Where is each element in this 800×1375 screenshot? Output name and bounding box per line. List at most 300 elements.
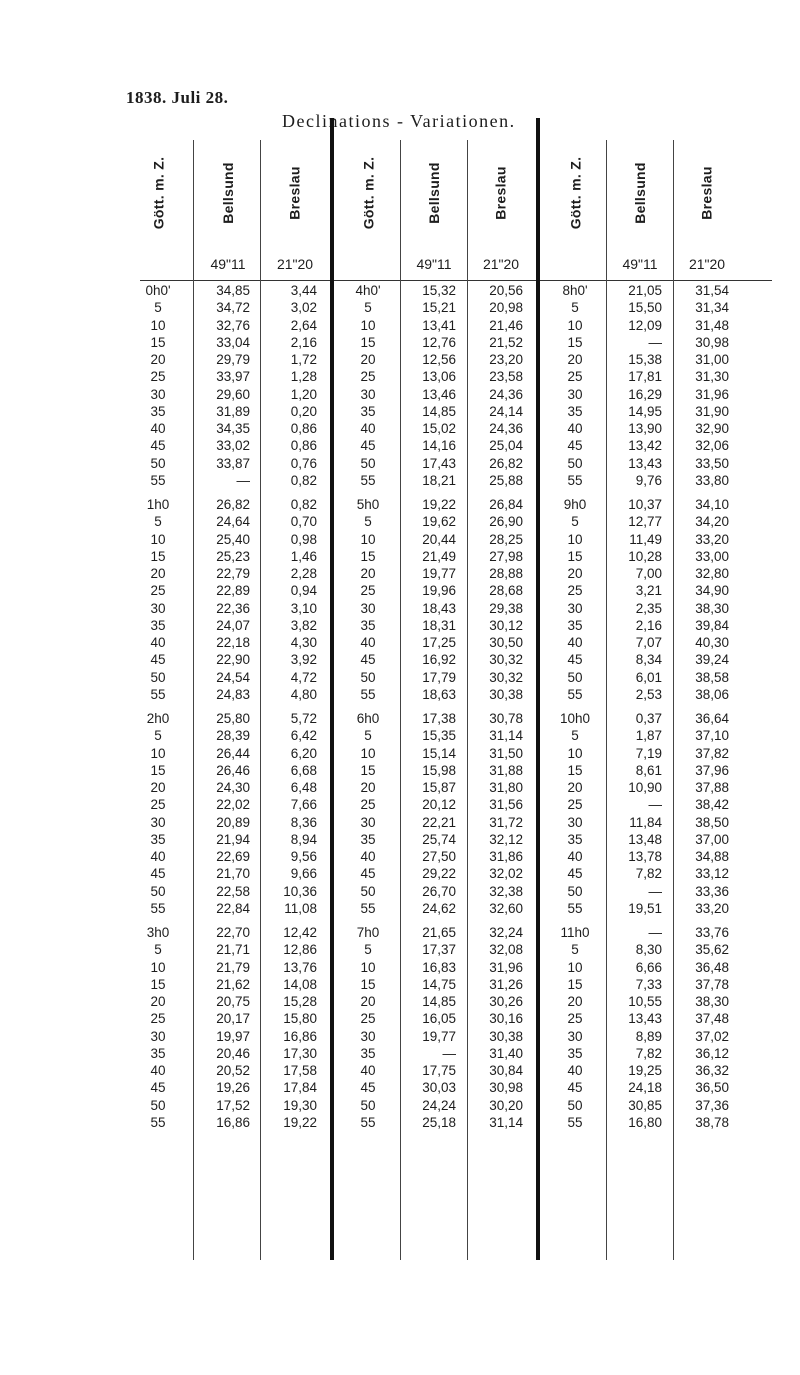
table-cell-bellsund-c: 15,38	[628, 352, 662, 367]
table-cell-breslau-a: 4,80	[290, 686, 317, 702]
table-cell-bellsund-b: 14,85	[422, 994, 456, 1009]
table-cell-time-b: 25	[360, 1011, 376, 1027]
table-cell-time-a: 40	[150, 421, 166, 436]
table-cell-bellsund-c: 19,51	[628, 900, 662, 916]
table-cell-bellsund-a: 17,52	[216, 1097, 250, 1113]
table-cell-breslau-c: 30,98	[695, 334, 729, 350]
table-cell-breslau-a: 14,08	[283, 976, 317, 992]
table-cell-bellsund-a: 31,89	[216, 403, 250, 419]
table-cell-time-a: 5	[154, 942, 162, 958]
table-cell-breslau-c: 32,90	[695, 421, 729, 436]
table-cell-breslau-c: 31,90	[695, 403, 729, 419]
table-cell-breslau-b: 24,14	[489, 403, 523, 419]
table-cell-time-b: 45	[360, 1080, 376, 1096]
table-cell-time-b: 55	[360, 900, 376, 916]
table-cell-breslau-c: 37,88	[695, 780, 729, 795]
table-cell-breslau-c: 37,78	[695, 976, 729, 992]
table-cell-breslau-a: 1,72	[290, 352, 317, 367]
table-cell-breslau-c: 36,48	[695, 959, 729, 975]
table-cell-bellsund-b: 26,70	[422, 883, 456, 899]
table-cell-bellsund-b: 17,79	[422, 669, 456, 685]
table-cell-bellsund-b: 15,14	[422, 745, 456, 761]
column-header-bellsund-c	[612, 135, 668, 251]
table-cell-time-b: 15	[360, 548, 376, 564]
table-cell-breslau-b: 31,72	[489, 814, 523, 830]
table-cell-time-a: 35	[150, 1045, 166, 1061]
table-cell-bellsund-b: 16,92	[422, 652, 456, 668]
table-cell-breslau-a: 9,56	[290, 849, 317, 864]
table-cell-breslau-b: 32,08	[489, 942, 523, 958]
table-cell-time-a: 20	[150, 780, 166, 795]
table-cell-bellsund-c: 19,25	[628, 1063, 662, 1078]
table-cell-bellsund-a: 33,87	[216, 455, 250, 471]
table-cell-bellsund-b: 17,43	[422, 455, 456, 471]
table-cell-bellsund-c: 10,90	[628, 780, 662, 795]
table-cell-bellsund-a: 22,69	[216, 849, 250, 864]
table-cell-bellsund-a: 34,35	[216, 421, 250, 436]
table-cell-time-a: 55	[150, 900, 166, 916]
table-cell-bellsund-b: 17,25	[422, 635, 456, 650]
table-cell-time-a: 50	[150, 669, 166, 685]
table-cell-breslau-b: 32,38	[489, 883, 523, 899]
table-cell-time-c: 20	[567, 352, 583, 367]
table-cell-time-b: 20	[360, 780, 376, 795]
table-cell-time-c: 50	[567, 883, 583, 899]
table-cell-time-a: 25	[150, 1011, 166, 1027]
table-cell-time-c: 30	[567, 600, 583, 616]
table-cell-bellsund-c: 8,89	[635, 1028, 662, 1044]
table-cell-bellsund-b: 30,03	[422, 1080, 456, 1096]
table-cell-bellsund-c: 7,33	[635, 976, 662, 992]
table-cell-breslau-a: 6,20	[290, 745, 317, 761]
table-cell-bellsund-b: 20,12	[422, 797, 456, 813]
table-cell-breslau-a: 6,68	[290, 762, 317, 778]
table-cell-time-b: 10	[360, 959, 376, 975]
table-cell-time-c: 50	[567, 455, 583, 471]
table-cell-time-b: 45	[360, 866, 376, 882]
table-cell-breslau-c: 33,20	[695, 531, 729, 547]
column-unit: 49"11	[210, 256, 246, 272]
table-cell-time-a: 5	[154, 728, 162, 744]
table-cell-bellsund-b: 16,83	[422, 959, 456, 975]
table-cell-bellsund-a: 21,79	[216, 959, 250, 975]
table-cell-bellsund-c: 11,49	[629, 531, 662, 547]
column-header-label: Breslau	[493, 166, 509, 220]
table-cell-bellsund-b: 29,22	[422, 866, 456, 882]
table-cell-time-b: 30	[360, 814, 376, 830]
table-cell-time-b: 35	[360, 831, 376, 847]
table-cell-time-b: 10	[360, 531, 376, 547]
table-cell-bellsund-b: 17,38	[422, 711, 456, 726]
table-cell-time-c: 25	[567, 583, 583, 599]
table-cell-time-b: 50	[360, 1097, 376, 1113]
table-cell-breslau-c: 33,00	[695, 548, 729, 564]
table-cell-bellsund-b: 19,96	[422, 583, 456, 599]
table-cell-breslau-b: 30,50	[489, 635, 523, 650]
table-cell-bellsund-a: 25,23	[216, 548, 250, 564]
table-cell-bellsund-a: 19,97	[216, 1028, 250, 1044]
table-cell-time-c: 40	[567, 1063, 583, 1078]
table-cell-bellsund-a: 20,46	[216, 1045, 250, 1061]
table-cell-bellsund-a: 33,04	[216, 334, 250, 350]
table-cell-bellsund-b: 14,16	[422, 438, 456, 454]
table-cell-bellsund-b: 21,49	[422, 548, 456, 564]
column-header-label: Breslau	[287, 166, 303, 220]
table-cell-time-b: 20	[360, 352, 376, 367]
table-cell-breslau-b: 23,20	[489, 352, 523, 367]
table-cell-bellsund-c: 10,37	[628, 497, 662, 512]
table-cell-breslau-c: 37,48	[695, 1011, 729, 1027]
column-header-time-a	[130, 135, 186, 251]
table-cell-breslau-a: 3,10	[290, 600, 317, 616]
table-cell-breslau-b: 30,78	[489, 711, 523, 726]
table-cell-time-a: 40	[150, 849, 166, 864]
table-cell-breslau-c: 36,64	[695, 711, 729, 726]
table-cell-bellsund-a: 24,30	[216, 780, 250, 795]
table-cell-bellsund-a: 21,62	[216, 976, 250, 992]
table-cell-breslau-a: 1,28	[290, 369, 317, 385]
table-cell-time-c: 55	[567, 900, 583, 916]
table-cell-bellsund-b: 15,32	[422, 283, 456, 298]
table-cell-breslau-a: 9,66	[290, 866, 317, 882]
table-cell-time-b: 35	[360, 403, 376, 419]
table-cell-breslau-b: 26,90	[489, 514, 523, 530]
table-cell-bellsund-a: 22,58	[216, 883, 250, 899]
table-cell-breslau-a: 3,82	[290, 617, 317, 633]
table-cell-time-a: 40	[150, 635, 166, 650]
column-header-label: Gött. m. Z.	[567, 156, 584, 230]
table-cell-bellsund-a: 24,54	[216, 669, 250, 685]
table-cell-bellsund-c: 10,28	[628, 548, 662, 564]
table-cell-bellsund-b: 24,24	[422, 1097, 456, 1113]
table-cell-bellsund-c: 16,80	[628, 1114, 662, 1130]
table-cell-time-a: 10	[150, 745, 166, 761]
table-cell-breslau-c: 34,20	[695, 514, 729, 530]
table-cell-breslau-c: 37,02	[695, 1028, 729, 1044]
table-cell-breslau-b: 32,02	[489, 866, 523, 882]
table-cell-time-b: 25	[360, 369, 376, 385]
table-cell-time-a: 45	[150, 652, 166, 668]
table-cell-bellsund-c: 12,09	[628, 317, 662, 333]
table-cell-time-c: 15	[567, 976, 583, 992]
table-cell-breslau-b: 31,40	[489, 1045, 523, 1061]
table-cell-breslau-b: 23,58	[489, 369, 523, 385]
table-cell-breslau-b: 25,04	[489, 438, 523, 454]
table-cell-bellsund-c: 7,82	[635, 1045, 662, 1061]
table-cell-breslau-b: 30,38	[489, 686, 523, 702]
table-cell-breslau-b: 20,56	[489, 283, 523, 298]
table-cell-time-c: 20	[567, 994, 583, 1009]
table-cell-breslau-a: 15,28	[283, 994, 317, 1009]
table-cell-breslau-a: 2,16	[290, 334, 317, 350]
table-cell-breslau-b: 29,38	[489, 600, 523, 616]
table-cell-bellsund-b: 12,76	[422, 334, 456, 350]
table-cell-time-c: 10	[567, 745, 583, 761]
table-cell-time-c: 45	[567, 1080, 583, 1096]
table-cell-time-b: 40	[360, 1063, 376, 1078]
table-cell-breslau-b: 30,20	[489, 1097, 523, 1113]
table-cell-bellsund-c: 17,81	[628, 369, 662, 385]
table-cell-breslau-a: 0,20	[290, 403, 317, 419]
table-cell-breslau-a: 1,46	[290, 548, 317, 564]
table-cell-time-c: 55	[567, 1114, 583, 1130]
table-cell-time-c: 20	[567, 780, 583, 795]
table-cell-time-a: 2h0	[146, 711, 170, 726]
table-cell-bellsund-a: 24,83	[216, 686, 250, 702]
table-cell-time-b: 50	[360, 883, 376, 899]
table-cell-time-a: 35	[150, 831, 166, 847]
table-cell-time-a: 25	[150, 369, 166, 385]
table-cell-time-a: 40	[150, 1063, 166, 1078]
table-cell-bellsund-a: 20,52	[216, 1063, 250, 1078]
table-cell-bellsund-c: 3,21	[635, 583, 662, 599]
table-cell-time-c: 10h0	[559, 711, 591, 726]
table-cell-bellsund-b: 20,44	[422, 531, 456, 547]
table-cell-time-b: 40	[360, 635, 376, 650]
table-cell-bellsund-c: 2,53	[635, 686, 662, 702]
table-cell-time-c: 5	[571, 728, 579, 744]
table-cell-breslau-a: 2,28	[290, 566, 317, 581]
table-cell-breslau-a: 8,36	[290, 814, 317, 830]
column-header-bellsund-b	[406, 135, 462, 251]
table-cell-breslau-a: 4,72	[290, 669, 317, 685]
table-cell-breslau-c: 33,36	[695, 883, 729, 899]
table-cell-time-b: 15	[360, 334, 376, 350]
table-cell-time-c: 15	[567, 762, 583, 778]
table-cell-time-c: 10	[567, 531, 583, 547]
table-cell-time-c: 45	[567, 438, 583, 454]
table-cell-breslau-b: 31,14	[489, 1114, 523, 1130]
table-cell-breslau-c: 39,24	[695, 652, 729, 668]
table-cell-bellsund-a: 22,18	[216, 635, 250, 650]
table-cell-breslau-c: 31,48	[695, 317, 729, 333]
table-cell-time-a: 10	[150, 531, 166, 547]
table-cell-breslau-a: 12,42	[283, 925, 317, 940]
table-cell-breslau-b: 31,14	[489, 728, 523, 744]
table-cell-breslau-c: 31,96	[695, 386, 729, 402]
table-cell-bellsund-b: 19,62	[422, 514, 456, 530]
column-unit: 21"20	[482, 256, 520, 272]
table-cell-breslau-b: 31,88	[489, 762, 523, 778]
table-cell-time-c: 35	[567, 403, 583, 419]
column-unit: 49"11	[622, 256, 658, 272]
table-cell-bellsund-c: 13,42	[628, 438, 662, 454]
table-cell-time-b: 35	[360, 1045, 376, 1061]
table-cell-bellsund-a: 29,60	[216, 386, 250, 402]
column-unit: 21"20	[688, 256, 726, 272]
table-cell-bellsund-a: 22,79	[216, 566, 250, 581]
table-cell-bellsund-b: 19,77	[422, 1028, 456, 1044]
table-cell-time-c: 40	[567, 849, 583, 864]
table-cell-time-a: 20	[150, 352, 166, 367]
table-cell-bellsund-b: 14,85	[422, 403, 456, 419]
table-cell-time-b: 5	[364, 514, 372, 530]
table-cell-breslau-a: 0,94	[290, 583, 317, 599]
table-cell-time-a: 5	[154, 514, 162, 530]
table-cell-breslau-b: 30,26	[489, 994, 523, 1009]
table-cell-bellsund-a: 21,94	[216, 831, 250, 847]
table-cell-bellsund-b: 18,63	[422, 686, 456, 702]
table-cell-bellsund-c: 13,78	[628, 849, 662, 864]
column-header-bellsund-a	[200, 135, 256, 251]
table-cell-bellsund-b: 16,05	[422, 1011, 456, 1027]
table-cell-breslau-c: 38,30	[695, 600, 729, 616]
table-cell-breslau-b: 32,60	[489, 900, 523, 916]
page-title: Declinations - Variationen.	[282, 111, 516, 131]
table-cell-breslau-b: 26,82	[489, 455, 523, 471]
table-cell-time-a: 3h0	[146, 925, 170, 940]
table-cell-bellsund-c: 13,90	[628, 421, 662, 436]
table-cell-time-c: 20	[567, 566, 583, 581]
table-cell-bellsund-a: 34,85	[216, 283, 250, 298]
table-cell-breslau-c: 38,50	[695, 814, 729, 830]
table-cell-bellsund-b: 25,74	[422, 831, 456, 847]
table-cell-bellsund-b: 18,31	[422, 617, 456, 633]
table-cell-time-c: 55	[567, 686, 583, 702]
table-cell-breslau-c: 36,12	[695, 1045, 729, 1061]
table-cell-breslau-b: 30,32	[489, 669, 523, 685]
table-cell-bellsund-a: 22,70	[216, 925, 250, 940]
table-cell-breslau-a: 0,98	[290, 531, 317, 547]
table-cell-time-c: 40	[567, 635, 583, 650]
table-cell-bellsund-c: —	[648, 883, 662, 899]
table-cell-breslau-c: 38,30	[695, 994, 729, 1009]
table-cell-bellsund-a: 22,84	[216, 900, 250, 916]
table-cell-breslau-a: 0,86	[290, 438, 317, 454]
table-cell-time-c: 15	[567, 334, 583, 350]
table-cell-time-b: 55	[360, 686, 376, 702]
table-cell-bellsund-b: 19,22	[422, 497, 456, 512]
table-cell-breslau-b: 31,86	[489, 849, 523, 864]
table-cell-bellsund-c: 13,43	[628, 1011, 662, 1027]
table-cell-bellsund-a: 33,02	[216, 438, 250, 454]
table-cell-time-c: 50	[567, 1097, 583, 1113]
table-cell-time-a: 45	[150, 1080, 166, 1096]
table-cell-bellsund-c: 1,87	[635, 728, 662, 744]
table-cell-breslau-c: 31,00	[695, 352, 729, 367]
table-cell-bellsund-b: 24,62	[422, 900, 456, 916]
table-cell-breslau-b: 32,24	[489, 925, 523, 940]
table-cell-bellsund-c: 13,43	[628, 455, 662, 471]
table-cell-bellsund-a: —	[236, 472, 250, 488]
table-cell-breslau-a: 3,92	[290, 652, 317, 668]
table-cell-time-c: 45	[567, 652, 583, 668]
table-cell-bellsund-c: —	[648, 797, 662, 813]
table-cell-breslau-c: 31,30	[695, 369, 729, 385]
table-cell-breslau-a: 12,86	[283, 942, 317, 958]
table-cell-bellsund-c: 13,48	[628, 831, 662, 847]
table-cell-bellsund-b: 17,75	[422, 1063, 456, 1078]
table-cell-time-a: 0h0'	[145, 283, 171, 298]
table-cell-bellsund-b: 27,50	[422, 849, 456, 864]
table-cell-time-c: 30	[567, 1028, 583, 1044]
table-cell-bellsund-b: 13,41	[422, 317, 456, 333]
table-cell-breslau-c: 31,54	[695, 283, 729, 298]
table-cell-bellsund-a: 21,70	[216, 866, 250, 882]
table-cell-breslau-a: 17,58	[283, 1063, 317, 1078]
table-cell-time-c: 40	[567, 421, 583, 436]
table-cell-time-b: 15	[360, 762, 376, 778]
table-cell-time-a: 15	[150, 762, 166, 778]
table-cell-breslau-b: 28,68	[489, 583, 523, 599]
table-cell-bellsund-c: 7,00	[635, 566, 662, 581]
column-header-label: Bellsund	[220, 162, 236, 224]
page-date: 1838. Juli 28.	[126, 88, 229, 107]
table-cell-breslau-a: 1,20	[290, 386, 317, 402]
table-cell-bellsund-a: 22,36	[216, 600, 250, 616]
table-cell-breslau-a: 0,70	[290, 514, 317, 530]
table-cell-bellsund-a: 33,97	[216, 369, 250, 385]
table-cell-breslau-c: 40,30	[695, 635, 729, 650]
table-cell-breslau-b: 31,26	[489, 976, 523, 992]
table-cell-bellsund-c: —	[648, 334, 662, 350]
table-cell-time-b: 10	[360, 745, 376, 761]
table-cell-time-b: 50	[360, 669, 376, 685]
table-cell-time-a: 15	[150, 976, 166, 992]
table-cell-breslau-c: 32,06	[695, 438, 729, 454]
table-cell-breslau-c: 33,76	[695, 925, 729, 940]
table-cell-breslau-b: 31,96	[489, 959, 523, 975]
table-cell-breslau-c: 37,00	[695, 831, 729, 847]
table-cell-bellsund-b: 15,98	[422, 762, 456, 778]
table-cell-bellsund-b: 18,43	[422, 600, 456, 616]
column-header-label: Bellsund	[426, 162, 442, 224]
column-header-label: Breslau	[699, 166, 715, 220]
table-cell-breslau-c: 32,80	[695, 566, 729, 581]
table-cell-time-b: 5	[364, 942, 372, 958]
table-cell-time-b: 10	[360, 317, 376, 333]
table-cell-time-a: 25	[150, 583, 166, 599]
table-cell-time-c: 25	[567, 369, 583, 385]
table-cell-bellsund-c: 7,07	[635, 635, 662, 650]
table-cell-time-b: 20	[360, 566, 376, 581]
table-cell-bellsund-b: 18,21	[422, 472, 456, 488]
table-cell-bellsund-a: 16,86	[216, 1114, 250, 1130]
table-cell-bellsund-c: 7,82	[635, 866, 662, 882]
table-cell-breslau-c: 38,06	[695, 686, 729, 702]
table-cell-bellsund-a: 26,44	[216, 745, 250, 761]
table-cell-breslau-a: 3,44	[290, 283, 317, 298]
table-cell-breslau-c: 37,82	[695, 745, 729, 761]
table-cell-time-c: 35	[567, 831, 583, 847]
table-cell-time-b: 40	[360, 849, 376, 864]
table-cell-bellsund-b: 22,21	[422, 814, 456, 830]
table-cell-breslau-c: 33,80	[695, 472, 729, 488]
header-divider	[140, 280, 772, 281]
table-cell-time-a: 50	[150, 1097, 166, 1113]
table-cell-bellsund-a: 32,76	[216, 317, 250, 333]
column-unit: 21"20	[276, 256, 314, 272]
column-unit: 49"11	[416, 256, 452, 272]
table-cell-time-b: 45	[360, 652, 376, 668]
column-header-breslau-c	[679, 135, 735, 251]
table-cell-bellsund-b: 17,37	[422, 942, 456, 958]
table-cell-bellsund-b: 25,18	[422, 1114, 456, 1130]
table-cell-breslau-a: 19,22	[283, 1114, 317, 1130]
table-cell-bellsund-c: 10,55	[628, 994, 662, 1009]
table-cell-breslau-c: 39,84	[695, 617, 729, 633]
table-cell-time-b: 5h0	[356, 497, 380, 512]
table-cell-time-a: 55	[150, 472, 166, 488]
table-cell-time-a: 15	[150, 548, 166, 564]
table-cell-time-b: 6h0	[356, 711, 380, 726]
table-cell-bellsund-c: 11,84	[629, 814, 662, 830]
table-cell-bellsund-a: 20,75	[216, 994, 250, 1009]
table-cell-bellsund-b: 12,56	[422, 352, 456, 367]
table-cell-time-c: 50	[567, 669, 583, 685]
table-cell-time-c: 30	[567, 814, 583, 830]
table-cell-breslau-b: 26,84	[489, 497, 523, 512]
